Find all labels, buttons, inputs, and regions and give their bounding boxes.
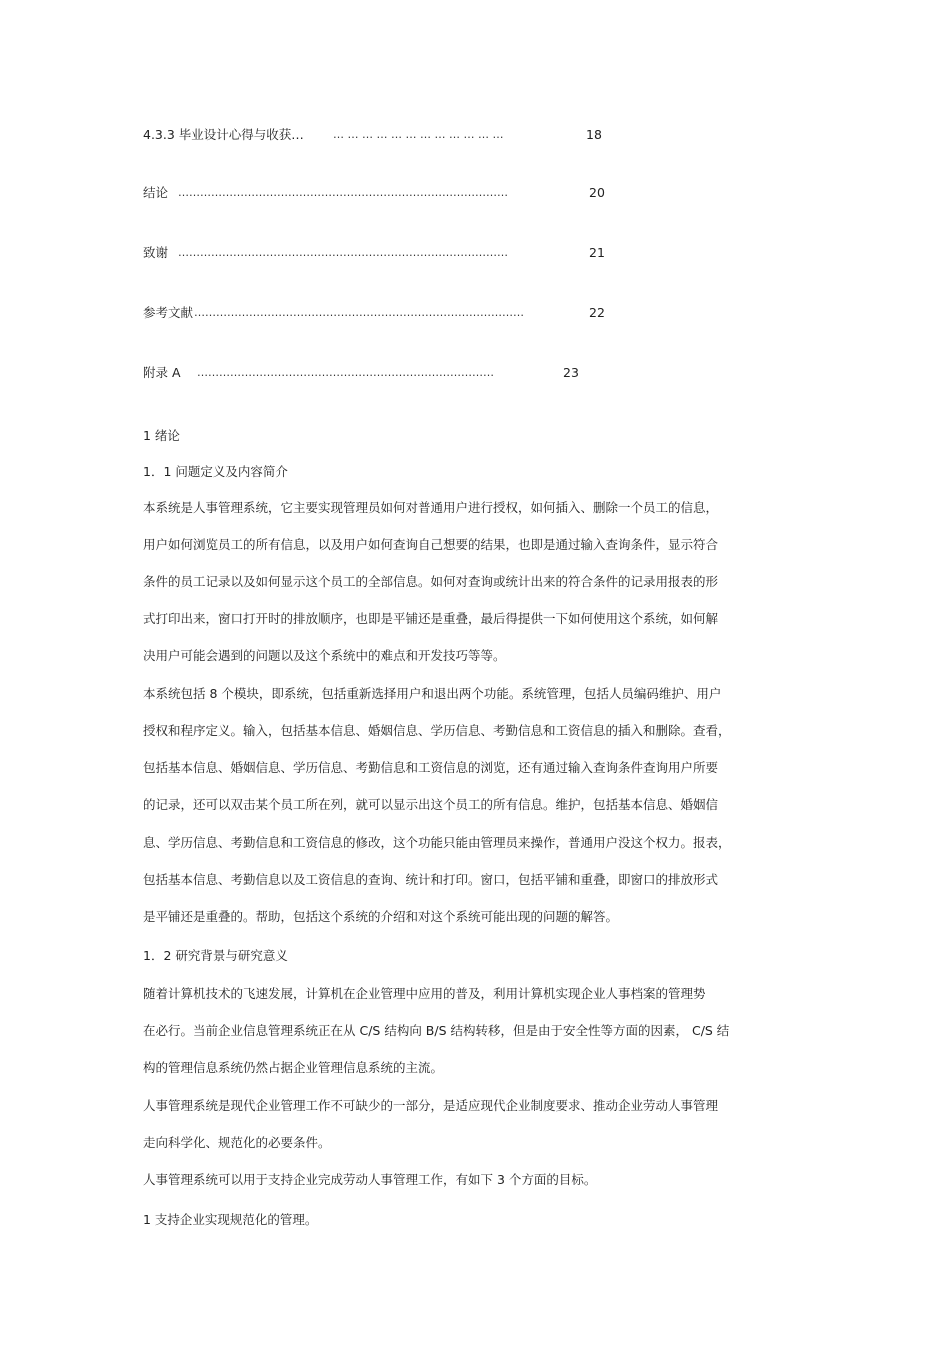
paragraph-line: 用户如何浏览员工的所有信息，以及用户如何查询自己想要的结果，也即是通过输入查询条件，显示符合 [143, 537, 719, 552]
paragraph-line: 本系统是人事管理系统，它主要实现管理员如何对普通用户进行授权，如何插入、删除一个员工的信息， [143, 500, 719, 515]
toc-entry-dots: ……………………………………………………………………………… [178, 246, 508, 259]
toc-entry-label: 附录 A [143, 365, 181, 380]
paragraph-line: 决用户可能会遇到的问题以及这个系统中的难点和开发技巧等等。 [143, 648, 506, 663]
list-item: 1 支持企业实现规范化的管理。 [143, 1212, 318, 1227]
toc-entry-page: 18 [586, 127, 602, 142]
paragraph-line: 构的管理信息系统仍然占据企业管理信息系统的主流。 [143, 1060, 444, 1075]
paragraph-line: 是平铺还是重叠的。帮助，包括这个系统的介绍和对这个系统可能出现的问题的解答。 [143, 909, 619, 924]
paragraph-line: 包括基本信息、婚姻信息、学历信息、考勤信息和工资信息的浏览，还有通过输入查询条件查询用户所要 [143, 760, 719, 775]
paragraph-line: 人事管理系统可以用于支持企业完成劳动人事管理工作，有如下 3 个方面的目标。 [143, 1172, 597, 1187]
paragraph-line: 人事管理系统是现代企业管理工作不可缺少的一部分，是适应现代企业制度要求、推动企业劳动人事管理 [143, 1098, 719, 1113]
paragraph-line: 包括基本信息、考勤信息以及工资信息的查询、统计和打印。窗口，包括平铺和重叠，即窗口的排放形式 [143, 872, 719, 887]
paragraph-line: 的记录，还可以双击某个员工所在列，就可以显示出这个员工的所有信息。维护，包括基本信息、婚姻信 [143, 797, 719, 812]
paragraph-line: 息、学历信息、考勤信息和工资信息的修改，这个功能只能由管理员来操作，普通用户没这个权力。报表， [143, 835, 731, 850]
toc-entry-page: 23 [563, 365, 579, 380]
toc-entry-page: 20 [589, 185, 605, 200]
section-heading: 1．2 研究背景与研究意义 [143, 948, 288, 963]
toc-entry-label: 致谢 [143, 245, 169, 260]
paragraph-line: 式打印出来，窗口打开时的排放顺序，也即是平铺还是重叠，最后得提供一下如何使用这个系统，如何解 [143, 611, 719, 626]
paragraph-line: 条件的员工记录以及如何显示这个员工的全部信息。如何对查询或统计出来的符合条件的记录用报表的形 [143, 574, 719, 589]
toc-entry-dots: ……………………………………………………………………………… [194, 306, 524, 319]
toc-entry-label: 4.3.3 毕业设计心得与收获… [143, 127, 304, 142]
toc-entry-label: 参考文献 [143, 305, 194, 320]
toc-entry-dots: ……………………………………………………………………………… [178, 186, 508, 199]
paragraph-line: 走向科学化、规范化的必要条件。 [143, 1135, 331, 1150]
paragraph-line: 在必行。当前企业信息管理系统正在从 C/S 结构向 B/S 结构转移，但是由于安全性等方面的因素， C/S 结 [143, 1023, 730, 1038]
toc-entry-label: 结论 [143, 185, 169, 200]
section-heading: 1．1 问题定义及内容简介 [143, 464, 288, 479]
toc-entry-dots: ……………………………………………………………………… [197, 366, 494, 379]
toc-entry-page: 21 [589, 245, 605, 260]
paragraph-line: 本系统包括 8 个模块，即系统，包括重新选择用户和退出两个功能。系统管理，包括人员编码维护、用户 [143, 686, 722, 701]
toc-entry-page: 22 [589, 305, 605, 320]
chapter-heading: 1 绪论 [143, 428, 180, 443]
paragraph-line: 随着计算机技术的飞速发展，计算机在企业管理中应用的普及，利用计算机实现企业人事档案的管理势 [143, 986, 706, 1001]
toc-entry-dots: … … … … … … … … … … … … [333, 128, 504, 141]
paragraph-line: 授权和程序定义。输入，包括基本信息、婚姻信息、学历信息、考勤信息和工资信息的插入和删除。查看， [143, 723, 731, 738]
